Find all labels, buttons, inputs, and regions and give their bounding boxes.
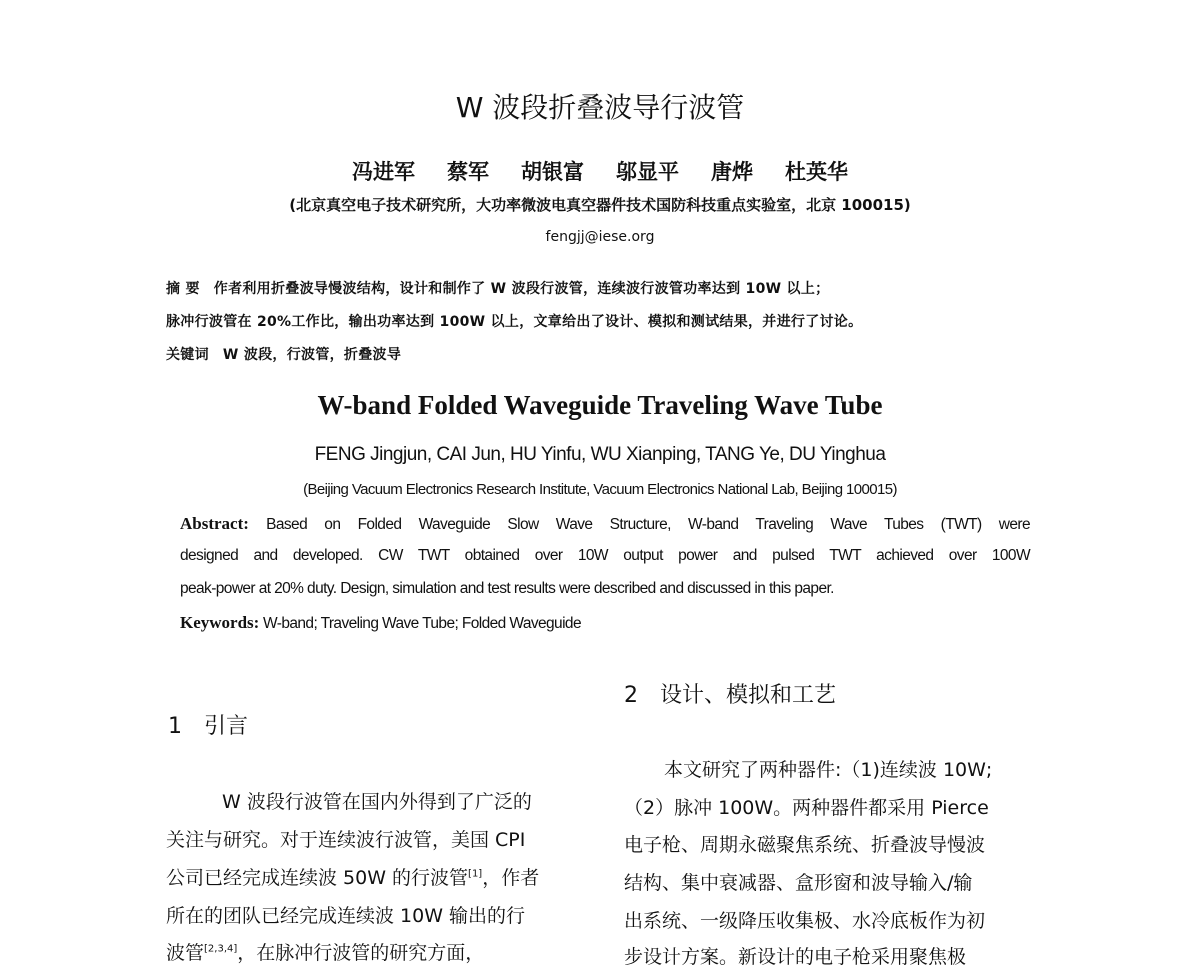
section-number: 1 <box>168 714 182 739</box>
body-line: （2）脉冲 100W。两种器件都采用 Pierce <box>624 797 989 819</box>
paper-title-cn: W 波段折叠波导行波管 <box>455 91 745 124</box>
abstract-cn-line <box>166 278 829 298</box>
keywords-cn-text: W 波段，行波管，折叠波导 <box>222 347 402 363</box>
email[interactable]: fengjj@iese.org <box>545 229 655 245</box>
text: 公司已经完成连续波 50W 的行波管 <box>166 867 469 889</box>
author: 唐烨 <box>711 160 753 184</box>
body-line: 电子枪、周期永磁聚焦系统、折叠波导慢波 <box>624 834 986 856</box>
body-line: 关注与研究。对于连续波行波管，美国 CPI <box>166 829 526 851</box>
author: 冯进军 <box>352 160 415 184</box>
keywords-en <box>180 613 1030 633</box>
author: 邬显平 <box>616 160 679 184</box>
abstract-en-label: Abstract: <box>180 514 249 533</box>
keywords-en-label: Keywords: <box>180 613 260 632</box>
body-line: 所在的团队已经完成连续波 10W 输出的行 <box>166 905 526 927</box>
abstract-en-text: Based on Folded Waveguide Slow Wave Structure, W-band Traveling Wave Tubes (TWT) were <box>266 516 1030 533</box>
body-line: 本文研究了两种器件:（1)连续波 10W; <box>664 759 993 781</box>
authors-en: FENG Jingjun, CAI Jun, HU Yinfu, WU Xianping, TANG Ye, DU Yinghua <box>314 444 886 465</box>
body-line: 步设计方案。新设计的电子枪采用聚焦极 <box>624 946 967 968</box>
body-line: 出系统、一级降压收集极、水冷底板作为初 <box>624 910 986 932</box>
affiliation-cn: (北京真空电子技术研究所，大功率微波电真空器件技术国防科技重点实验室，北京 100015) <box>289 196 911 214</box>
section-title: 引言 <box>204 714 249 739</box>
abstract-cn-label: 摘 要 <box>166 281 200 297</box>
keywords-cn <box>166 344 401 364</box>
author: 杜英华 <box>785 160 848 184</box>
paper-title-en: W-band Folded Waveguide Traveling Wave Tube <box>317 390 883 420</box>
text: ，作者 <box>482 867 540 889</box>
body-line <box>166 863 539 890</box>
citation[interactable]: [1] <box>468 868 483 880</box>
section-1-heading <box>168 709 248 740</box>
abstract-en-line: designed and developed. CW TWT obtained over 10W output power and pulsed TWT achieved over 100W <box>180 547 1030 564</box>
body-line <box>166 938 484 965</box>
abstract-en-line: peak-power at 20% duty. Design, simulation and test results were described and discussed in this paper. <box>180 580 834 597</box>
section-2-heading <box>624 678 836 709</box>
text: ，在脉冲行波管的研究方面， <box>237 942 485 964</box>
citation[interactable]: [2,3,4] <box>204 943 238 955</box>
body-line: 结构、集中衰减器、盒形窗和波导输入/输 <box>624 872 973 894</box>
author: 蔡军 <box>447 160 489 184</box>
authors-cn <box>0 156 1200 186</box>
affiliation-en: (Beijing Vacuum Electronics Research Institute, Vacuum Electronics National Lab, Beijing 100015) <box>303 481 897 498</box>
abstract-en-line <box>180 514 1030 534</box>
keywords-cn-label: 关键词 <box>166 347 209 363</box>
abstract-cn-line: 脉冲行波管在 20%工作比，输出功率达到 100W 以上，文章给出了设计、模拟和测试结果，并进行了讨论。 <box>166 314 863 330</box>
author: 胡银富 <box>521 160 584 184</box>
body-line: W 波段行波管在国内外得到了广泛的 <box>222 791 532 813</box>
keywords-en-text: W-band; Traveling Wave Tube; Folded Waveguide <box>263 615 581 632</box>
abstract-cn-text: 作者利用折叠波导慢波结构，设计和制作了 W 波段行波管，连续波行波管功率达到 10W 以上； <box>213 281 830 297</box>
section-title: 设计、模拟和工艺 <box>660 683 837 708</box>
text: 波管 <box>166 942 205 964</box>
section-number: 2 <box>624 683 638 708</box>
